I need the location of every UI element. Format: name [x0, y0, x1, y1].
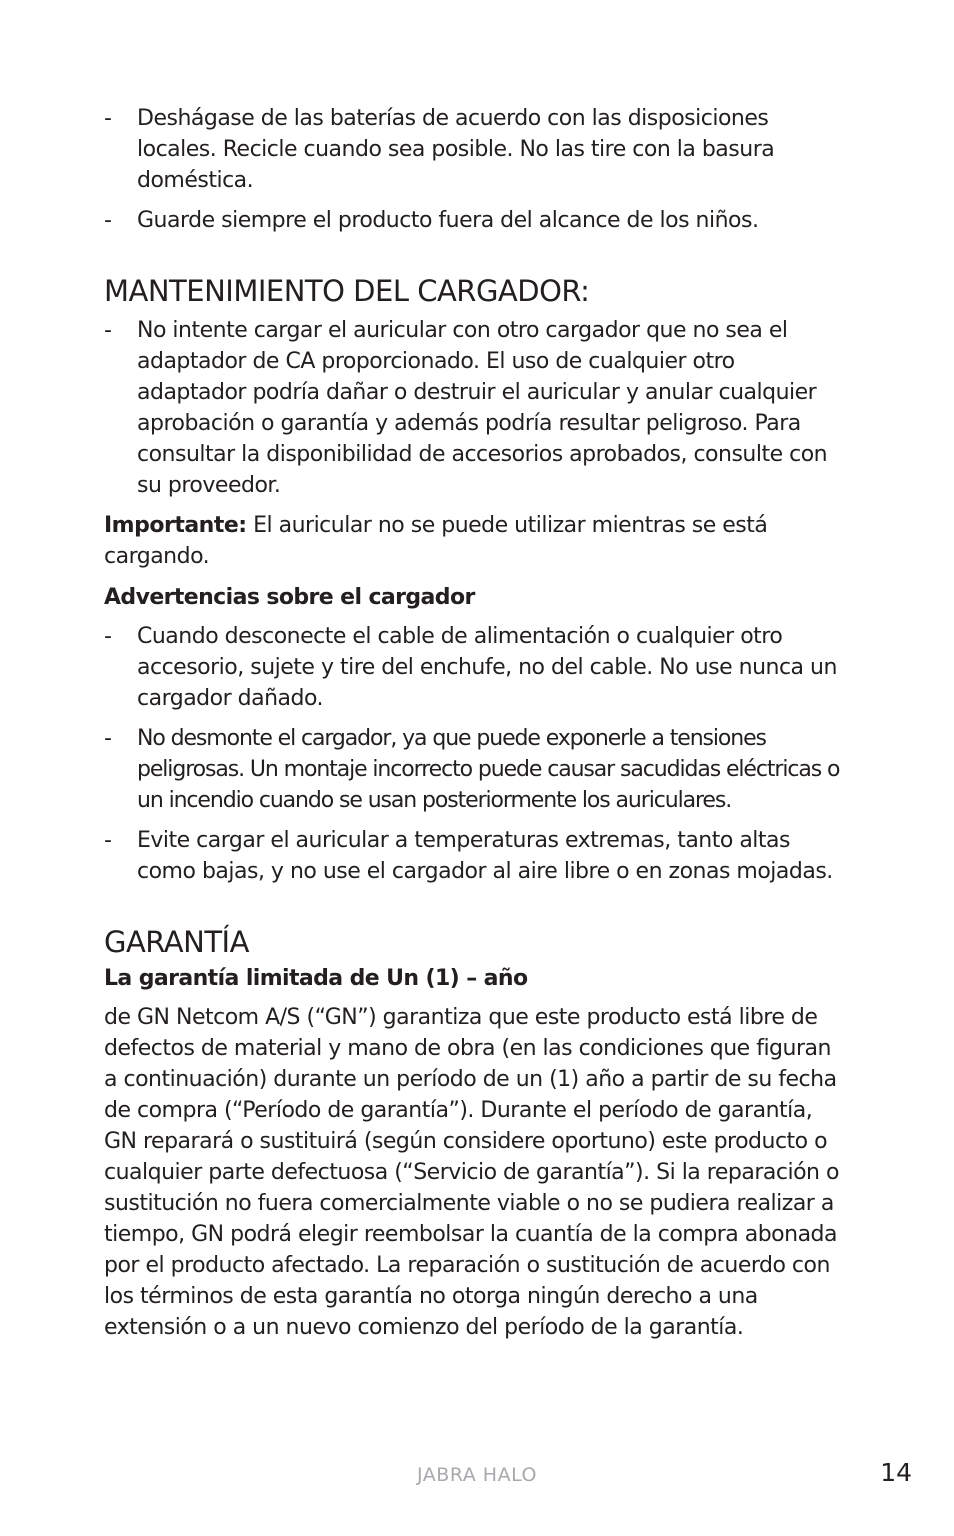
list-item-text: Evite cargar el auricular a temperaturas extremas, tanto altas como bajas, y no use el cargador al aire libre o en zonas mojadas.	[137, 828, 833, 884]
list-item-text: Cuando desconecte el cable de alimentación o cualquier otro accesorio, sujete y tire del enchufe, no del cable. No use nunca un cargador dañado.	[137, 624, 837, 711]
important-note	[104, 510, 850, 572]
warranty-body: de GN Netcom A/S (“GN”) garantiza que este producto está libre de defectos de material y mano de obra (en las condiciones que figuran a continuación) durante un período de un (1) año a partir de su fecha de compra (“Período de garantía”). Durante el período de garantía, GN reparará o sustituirá (según considere oportuno) este producto o cualquier parte defectuosa (“Servicio de garantía”). Si la reparación o sustitución no fuera comercialmente viable o no se pudiera realizar a tiempo, GN podrá elegir reembolsar la cuantía de la compra abonada por el producto afectado. La reparación o sustitución de acuerdo con los términos de esta garantía no otorga ningún derecho a una extensión o a un nuevo comienzo del período de la garantía.	[104, 1005, 839, 1340]
bullet-dash: -	[104, 208, 112, 233]
disposal-list	[104, 103, 850, 236]
page-number: 14	[880, 1458, 912, 1487]
list-item	[104, 723, 850, 816]
list-item	[104, 205, 850, 236]
bullet-dash: -	[104, 318, 112, 343]
section-title-charger: MANTENIMIENTO DEL CARGADOR:	[104, 274, 590, 308]
warnings-list	[104, 621, 850, 887]
bullet-dash: -	[104, 726, 112, 751]
warnings-heading: Advertencias sobre el cargador	[104, 585, 475, 610]
page-content	[104, 103, 850, 1343]
bullet-dash: -	[104, 828, 112, 853]
list-item-text: Deshágase de las baterías de acuerdo con las disposiciones locales. Recicle cuando sea posible. No las tire con la basura doméstica.	[137, 106, 775, 193]
section-title-warranty: GARANTÍA	[104, 925, 249, 959]
list-item	[104, 315, 850, 501]
list-item-text: No desmonte el cargador, ya que puede exponerle a tensiones peligrosas. Un montaje incorrecto puede causar sacudidas eléctricas o un incendio cuando se usan posteriormente los auriculares.	[137, 726, 840, 813]
bullet-dash: -	[104, 624, 112, 649]
important-text: El auricular no se puede utilizar mientras se está cargando.	[104, 513, 768, 569]
charger-list	[104, 315, 850, 501]
important-label: Importante:	[104, 513, 247, 538]
bullet-dash: -	[104, 106, 112, 131]
list-item	[104, 825, 850, 887]
list-item-text: Guarde siempre el producto fuera del alcance de los niños.	[137, 208, 759, 233]
warranty-subheading: La garantía limitada de Un (1) – año	[104, 966, 528, 991]
list-item	[104, 103, 850, 196]
list-item	[104, 621, 850, 714]
footer-product-name: JABRA HALO	[417, 1464, 537, 1486]
list-item-text: No intente cargar el auricular con otro cargador que no sea el adaptador de CA proporcionado. El uso de cualquier otro adaptador podría dañar o destruir el auricular y anular cualquier aprobación o garantía y además podría resultar peligroso. Para consultar la disponibilidad de accesorios aprobados, consulte con su proveedor.	[137, 318, 828, 498]
